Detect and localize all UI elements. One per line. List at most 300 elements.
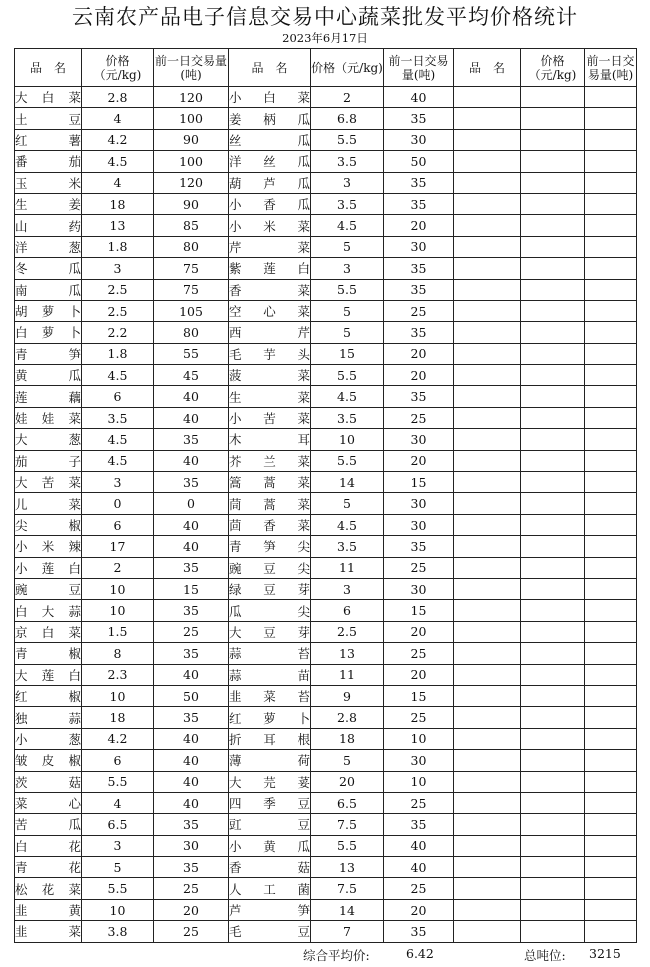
vegetable-name [454,193,521,214]
vegetable-name: 小莲白 [15,557,82,578]
vegetable-name: 小香瓜 [229,193,311,214]
volume-cell [585,129,637,150]
vegetable-name: 莲藕 [15,386,82,407]
volume-cell: 85 [154,215,229,236]
price-cell [521,258,585,279]
volume-cell: 40 [154,386,229,407]
volume-cell: 35 [384,322,454,343]
price-cell: 2.3 [82,664,154,685]
volume-cell [585,814,637,835]
vegetable-name: 茄子 [15,450,82,471]
vegetable-name: 玉米 [15,172,82,193]
vegetable-name [454,129,521,150]
table-row [15,514,637,535]
price-cell [521,151,585,172]
price-cell: 5 [311,750,384,771]
price-cell [521,536,585,557]
table-row [15,536,637,557]
volume-cell: 30 [384,578,454,599]
volume-cell: 55 [154,343,229,364]
price-cell [521,707,585,728]
volume-cell [585,172,637,193]
vegetable-name [454,835,521,856]
total-tonnage-value: 3215 [589,946,621,961]
vegetable-name [454,258,521,279]
vegetable-name: 土豆 [15,108,82,129]
volume-cell [585,258,637,279]
volume-cell [585,429,637,450]
vegetable-name: 茨菇 [15,771,82,792]
table-body [15,87,637,943]
volume-cell: 40 [154,728,229,749]
price-cell [521,322,585,343]
volume-cell [585,493,637,514]
vegetable-name: 篙蒿菜 [229,472,311,493]
price-cell [521,215,585,236]
volume-cell [585,108,637,129]
price-cell [521,921,585,942]
vegetable-name: 毛芋头 [229,343,311,364]
price-cell: 5.5 [311,835,384,856]
volume-cell [585,835,637,856]
price-cell [521,728,585,749]
price-cell: 5.5 [82,878,154,899]
page-title: 云南农产品电子信息交易中心蔬菜批发平均价格统计 [72,5,578,29]
vegetable-name [454,322,521,343]
volume-cell: 30 [154,835,229,856]
table-row [15,300,637,321]
price-cell [521,429,585,450]
price-cell: 3.8 [82,921,154,942]
volume-cell [585,707,637,728]
volume-cell: 40 [384,87,454,108]
volume-cell: 100 [154,108,229,129]
volume-cell: 45 [154,365,229,386]
vegetable-name: 四季豆 [229,792,311,813]
volume-cell [585,771,637,792]
price-cell [521,878,585,899]
report-date: 2023年6月17日 [282,31,368,45]
vegetable-name: 小黄瓜 [229,835,311,856]
price-cell: 7 [311,921,384,942]
price-cell: 3.5 [311,193,384,214]
price-cell: 5 [311,493,384,514]
volume-cell: 20 [384,365,454,386]
price-cell: 3.5 [311,536,384,557]
vegetable-name [454,750,521,771]
volume-cell [585,621,637,642]
price-cell: 5 [311,322,384,343]
price-cell: 3 [82,258,154,279]
price-cell: 9 [311,685,384,706]
volume-cell: 35 [384,258,454,279]
volume-cell: 25 [384,792,454,813]
vegetable-name [454,643,521,664]
vegetable-name [454,472,521,493]
vegetable-name [454,386,521,407]
price-cell: 4.5 [311,514,384,535]
vegetable-name [454,151,521,172]
volume-cell: 15 [384,472,454,493]
vegetable-name [454,108,521,129]
price-cell: 4.5 [311,215,384,236]
volume-cell: 20 [384,621,454,642]
volume-cell: 35 [154,707,229,728]
vegetable-name: 茴香菜 [229,514,311,535]
volume-cell: 35 [154,600,229,621]
table-row [15,835,637,856]
price-cell [521,472,585,493]
price-cell [521,771,585,792]
price-cell: 2.2 [82,322,154,343]
vegetable-name: 折耳根 [229,728,311,749]
vegetable-name: 青笋 [15,343,82,364]
vegetable-name: 胡萝卜 [15,300,82,321]
table-row [15,193,637,214]
vegetable-name [454,578,521,599]
price-cell: 2.8 [311,707,384,728]
price-cell [521,172,585,193]
volume-cell [585,685,637,706]
price-cell: 18 [311,728,384,749]
vegetable-name: 豌豆 [15,578,82,599]
volume-cell: 35 [384,279,454,300]
volume-cell: 30 [384,750,454,771]
price-cell: 5 [82,857,154,878]
vegetable-name [454,792,521,813]
vegetable-name: 松花菜 [15,878,82,899]
price-cell: 18 [82,193,154,214]
vegetable-name: 豌豆尖 [229,557,311,578]
volume-cell: 120 [154,87,229,108]
vegetable-name: 菠菜 [229,365,311,386]
header-name: 品 名 [229,49,311,87]
price-cell: 1.8 [82,236,154,257]
volume-cell: 25 [384,407,454,428]
header-price: 价格（元/kg) [311,49,384,87]
vegetable-name: 青笋尖 [229,536,311,557]
table-row [15,600,637,621]
price-cell [521,557,585,578]
vegetable-name: 娃娃菜 [15,407,82,428]
vegetable-name [454,557,521,578]
volume-cell: 25 [384,707,454,728]
volume-cell: 35 [154,472,229,493]
table-row [15,493,637,514]
price-cell: 4.5 [82,429,154,450]
price-table [14,48,637,943]
vegetable-name: 紫莲白 [229,258,311,279]
header-volume: 前一日交易量(吨) [585,49,637,87]
price-cell [521,365,585,386]
vegetable-name: 毛豆 [229,921,311,942]
vegetable-name [454,536,521,557]
price-cell: 4.5 [82,450,154,471]
volume-cell [585,407,637,428]
volume-cell: 20 [384,343,454,364]
vegetable-name [454,685,521,706]
table-row [15,707,637,728]
price-cell: 6 [82,750,154,771]
table-row [15,279,637,300]
price-cell: 5 [311,300,384,321]
price-cell [521,129,585,150]
vegetable-name [454,771,521,792]
vegetable-name: 菜心 [15,792,82,813]
volume-cell [585,643,637,664]
table-row [15,472,637,493]
table-row [15,429,637,450]
price-cell: 3.5 [311,151,384,172]
price-cell: 2.8 [82,87,154,108]
vegetable-name: 生姜 [15,193,82,214]
price-cell: 10 [82,685,154,706]
volume-cell [585,343,637,364]
price-cell: 10 [82,600,154,621]
price-cell: 3 [311,258,384,279]
price-cell: 4 [82,792,154,813]
vegetable-name: 空心菜 [229,300,311,321]
vegetable-name [454,300,521,321]
table-row [15,87,637,108]
price-cell: 7.5 [311,878,384,899]
table-row [15,215,637,236]
vegetable-name: 大芫荽 [229,771,311,792]
vegetable-name: 番茄 [15,151,82,172]
price-cell: 4.2 [82,728,154,749]
vegetable-name: 红椒 [15,685,82,706]
volume-cell: 20 [384,664,454,685]
volume-cell: 25 [384,878,454,899]
price-cell [521,621,585,642]
volume-cell [585,600,637,621]
volume-cell: 40 [384,857,454,878]
volume-cell: 20 [384,215,454,236]
table-row [15,365,637,386]
vegetable-name: 绿豆芽 [229,578,311,599]
table-row [15,557,637,578]
price-cell: 11 [311,664,384,685]
volume-cell: 0 [154,493,229,514]
price-cell: 3.5 [82,407,154,428]
price-cell [521,857,585,878]
volume-cell [585,87,637,108]
table-row [15,643,637,664]
volume-cell: 40 [154,792,229,813]
vegetable-name: 白萝卜 [15,322,82,343]
price-cell [521,407,585,428]
volume-cell [585,664,637,685]
price-cell [521,685,585,706]
volume-cell [585,365,637,386]
volume-cell: 20 [154,899,229,920]
volume-cell: 35 [384,921,454,942]
volume-cell: 80 [154,322,229,343]
average-price-label: 综合平均价: [303,948,370,963]
table-row [15,151,637,172]
price-cell: 13 [311,643,384,664]
vegetable-name: 大白菜 [15,87,82,108]
vegetable-name: 姜柄瓜 [229,108,311,129]
vegetable-name: 小葱 [15,728,82,749]
volume-cell [585,236,637,257]
header-volume: 前一日交易量(吨) [384,49,454,87]
vegetable-name: 茼蒿菜 [229,493,311,514]
vegetable-name: 人工菌 [229,878,311,899]
price-cell: 0 [82,493,154,514]
volume-cell: 35 [154,857,229,878]
vegetable-name: 黄瓜 [15,365,82,386]
price-cell: 1.8 [82,343,154,364]
total-tonnage-label: 总吨位: [524,948,566,963]
volume-cell [585,386,637,407]
table-row [15,857,637,878]
price-cell: 1.5 [82,621,154,642]
price-cell [521,578,585,599]
volume-cell: 30 [384,514,454,535]
price-cell: 2 [311,87,384,108]
table-row [15,771,637,792]
table-row [15,108,637,129]
price-cell [521,343,585,364]
vegetable-name: 小米菜 [229,215,311,236]
price-cell: 5 [311,236,384,257]
price-cell: 2.5 [311,621,384,642]
vegetable-name [454,343,521,364]
price-cell: 5.5 [311,129,384,150]
vegetable-name: 红薯 [15,129,82,150]
volume-cell: 80 [154,236,229,257]
table-row [15,258,637,279]
vegetable-name [454,664,521,685]
price-cell [521,792,585,813]
summary-footer [0,946,650,966]
price-cell [521,450,585,471]
price-cell [521,279,585,300]
volume-cell: 30 [384,236,454,257]
vegetable-name: 苦瓜 [15,814,82,835]
vegetable-name [454,621,521,642]
price-cell [521,899,585,920]
volume-cell [585,921,637,942]
vegetable-name [454,450,521,471]
volume-cell: 40 [154,536,229,557]
vegetable-name: 山药 [15,215,82,236]
table-row [15,792,637,813]
vegetable-name: 木耳 [229,429,311,450]
table-row [15,814,637,835]
vegetable-name: 儿菜 [15,493,82,514]
vegetable-name: 红萝卜 [229,707,311,728]
price-cell: 4 [82,172,154,193]
volume-cell: 35 [154,814,229,835]
vegetable-name [454,215,521,236]
price-cell: 6.5 [82,814,154,835]
table-header-row [15,49,637,87]
vegetable-name: 薄荷 [229,750,311,771]
vegetable-name [454,878,521,899]
vegetable-name: 青花 [15,857,82,878]
header-price: 价格（元/kg) [521,49,585,87]
price-cell [521,193,585,214]
table-row [15,407,637,428]
price-cell: 20 [311,771,384,792]
price-cell: 3 [311,578,384,599]
volume-cell: 105 [154,300,229,321]
vegetable-name: 大苦菜 [15,472,82,493]
vegetable-name: 尖椒 [15,514,82,535]
vegetable-name: 小米辣 [15,536,82,557]
volume-cell [585,300,637,321]
vegetable-name [454,921,521,942]
vegetable-name [454,429,521,450]
price-cell [521,600,585,621]
volume-cell: 40 [154,450,229,471]
volume-cell: 25 [154,878,229,899]
price-cell [521,643,585,664]
volume-cell: 10 [384,728,454,749]
volume-cell: 35 [154,429,229,450]
vegetable-name [454,514,521,535]
volume-cell: 40 [154,771,229,792]
volume-cell [585,151,637,172]
price-cell: 6 [82,514,154,535]
vegetable-name: 南瓜 [15,279,82,300]
price-cell: 10 [82,578,154,599]
volume-cell [585,578,637,599]
vegetable-name: 芦笋 [229,899,311,920]
volume-cell: 50 [384,151,454,172]
volume-cell [585,557,637,578]
volume-cell: 40 [154,514,229,535]
vegetable-name [454,365,521,386]
price-cell: 15 [311,343,384,364]
price-cell: 11 [311,557,384,578]
table-row [15,728,637,749]
vegetable-name [454,857,521,878]
vegetable-name: 葫芦瓜 [229,172,311,193]
price-cell: 13 [311,857,384,878]
volume-cell: 35 [384,108,454,129]
vegetable-name: 小白菜 [229,87,311,108]
vegetable-name [454,600,521,621]
volume-cell [585,750,637,771]
volume-cell: 35 [154,643,229,664]
vegetable-name: 皱皮椒 [15,750,82,771]
price-cell: 13 [82,215,154,236]
vegetable-name [454,707,521,728]
volume-cell: 30 [384,129,454,150]
table-row [15,578,637,599]
price-cell [521,87,585,108]
vegetable-name: 芥兰菜 [229,450,311,471]
price-cell: 6 [82,386,154,407]
price-cell [521,750,585,771]
volume-cell [585,472,637,493]
vegetable-name: 韭黄 [15,899,82,920]
header-price: 价格（元/kg) [82,49,154,87]
price-cell [521,664,585,685]
vegetable-name: 洋丝瓜 [229,151,311,172]
price-cell: 4.5 [82,365,154,386]
volume-cell: 40 [154,750,229,771]
price-cell: 17 [82,536,154,557]
vegetable-name: 洋葱 [15,236,82,257]
volume-cell: 15 [154,578,229,599]
price-cell: 3 [311,172,384,193]
volume-cell: 25 [154,621,229,642]
average-price-value: 6.42 [406,946,434,961]
